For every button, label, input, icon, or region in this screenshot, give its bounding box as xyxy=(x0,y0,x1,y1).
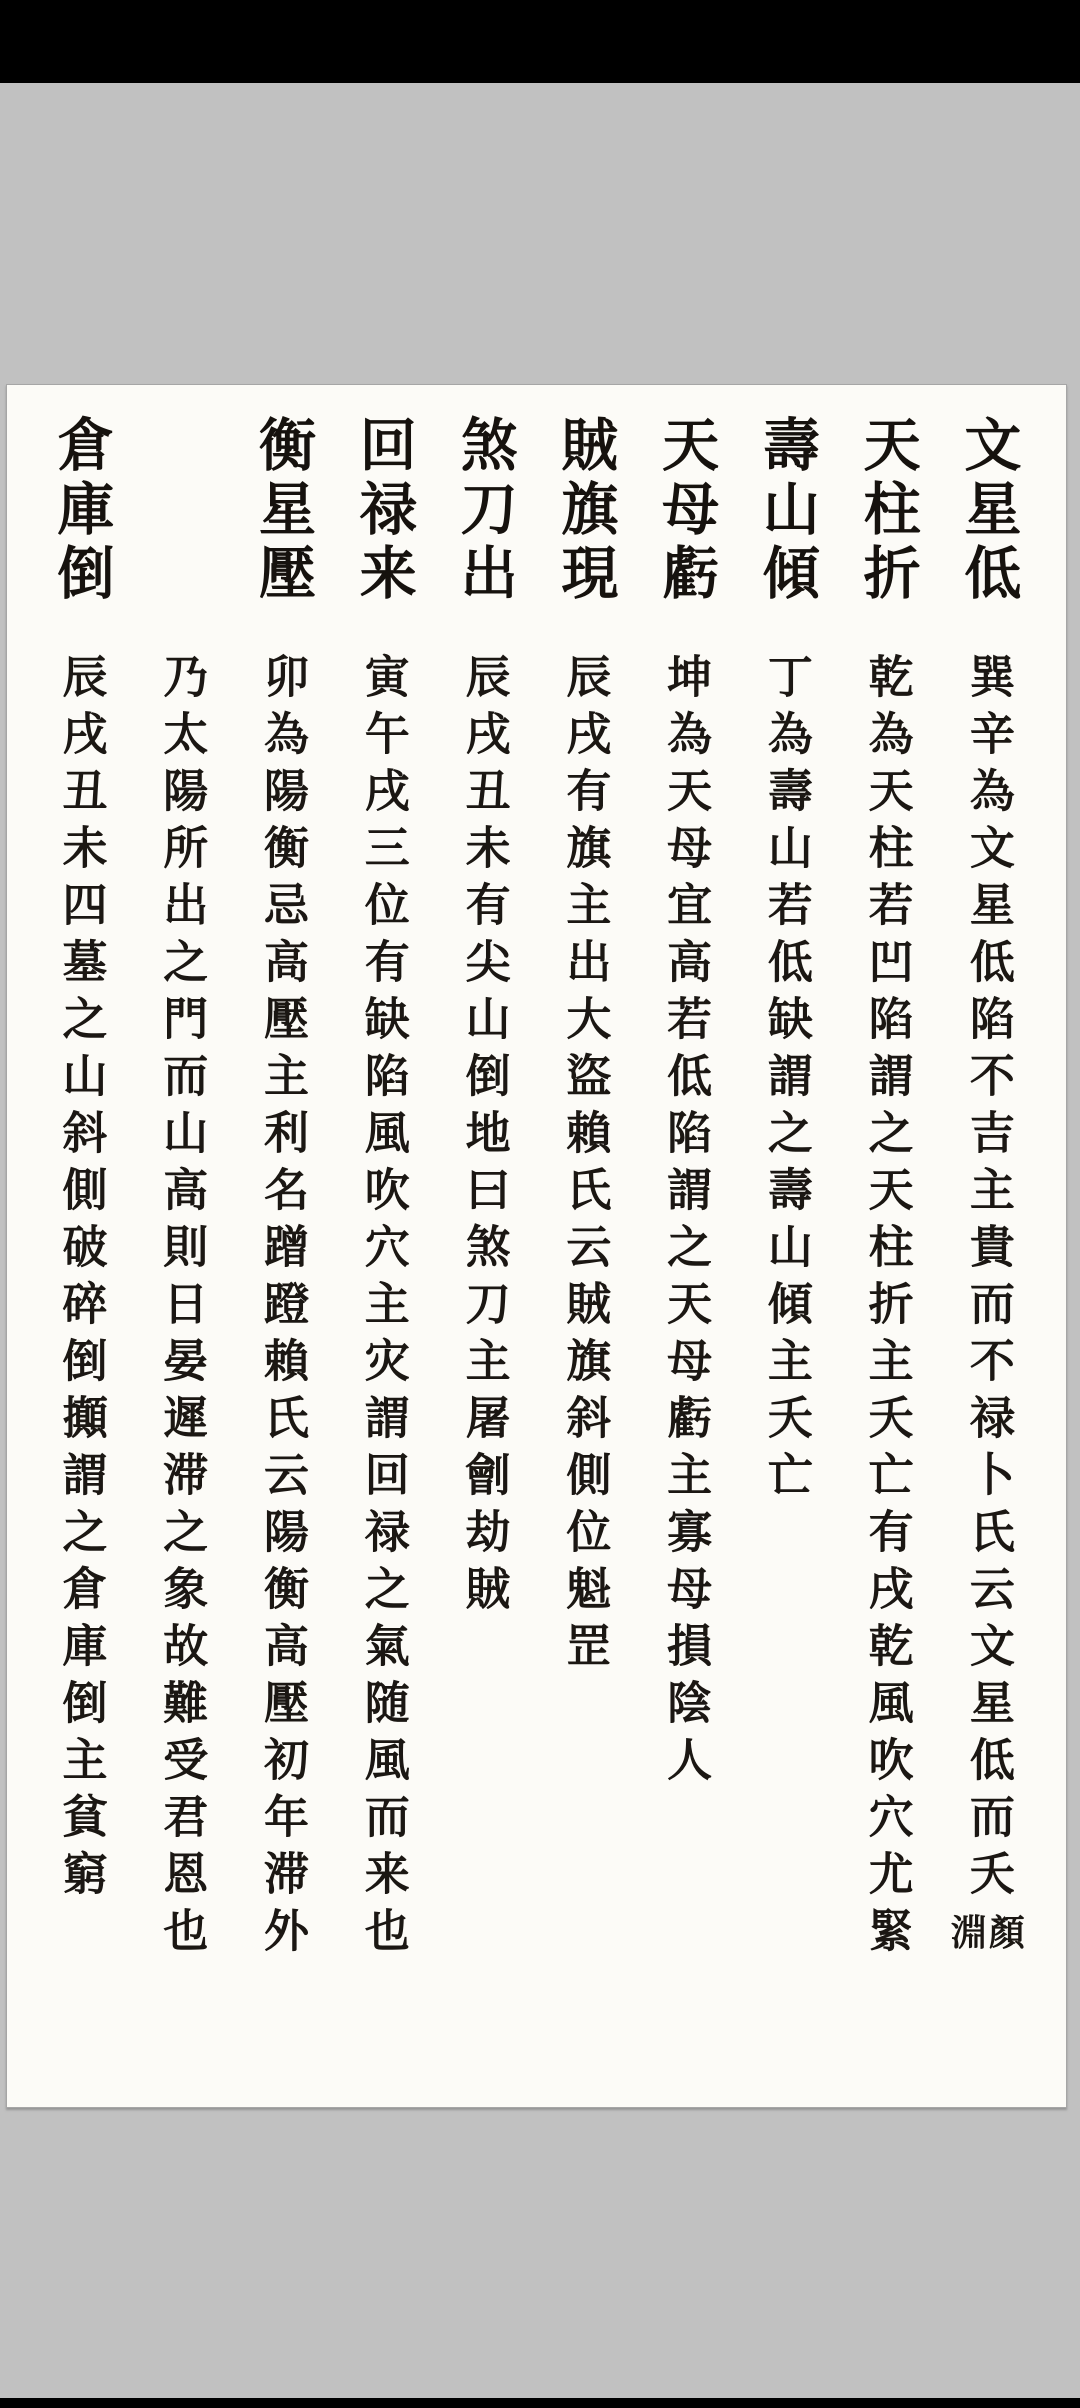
entry-heading: 壽山傾 xyxy=(753,415,821,607)
entry-body-line: 辰戌丑未四墓之山斜側破碎倒攧謂之倉庫倒主貧窮 xyxy=(54,653,108,1907)
entry-heading: 倉庫倒 xyxy=(48,415,115,607)
entry-column-hengxingya xyxy=(235,415,331,2107)
entry-column-cangkudao xyxy=(33,415,129,2107)
entry-body-line: 乾為天柱若凹陷謂之天柱折主夭亡有戌乾風吹穴尤緊 xyxy=(860,653,914,1964)
entry-column-huilulai xyxy=(335,415,431,2107)
entry-column-shadaochu xyxy=(436,415,532,2107)
entry-column-hengxingya-overflow xyxy=(134,415,230,2107)
scan-page[interactable] xyxy=(6,384,1067,2108)
small-char-second: 淵 xyxy=(950,1912,987,1954)
entry-heading: 天柱折 xyxy=(854,415,922,607)
letterbox-top xyxy=(0,0,1080,83)
entry-column-wenxingdi xyxy=(940,415,1036,2107)
entry-heading: 賊旗現 xyxy=(551,415,619,607)
entry-heading: 煞刀出 xyxy=(451,415,519,607)
entry-heading: 天母虧 xyxy=(652,415,720,607)
entry-body-line: 辰戌有旗主出大盜賴氏云賊旗斜側位魁罡 xyxy=(558,653,612,1679)
text-columns xyxy=(7,385,1066,2107)
entry-column-tianzhuzhe xyxy=(839,415,935,2107)
entry-column-tianmukui xyxy=(638,415,734,2107)
small-char-pair xyxy=(950,1912,1026,1954)
entry-body-line: 丁為壽山若低缺謂之壽山傾主夭亡 xyxy=(759,653,813,1508)
entry-body-line xyxy=(950,653,1026,1954)
entry-body-line: 寅午戌三位有缺陷風吹穴主灾謂回禄之氣随風而来也 xyxy=(356,653,410,1964)
entry-body-text: 巽辛為文星低陷不吉主貴而不禄卜氏云文星低而夭 xyxy=(961,653,1015,1907)
entry-column-zeiqixian xyxy=(537,415,633,2107)
entry-body-line: 乃太陽所出之門而山高則日晏遲滞之象故難受君恩也 xyxy=(155,653,209,1964)
entry-heading: 衡星壓 xyxy=(249,415,317,607)
entry-column-shoushanqing xyxy=(738,415,834,2107)
entry-body-line: 坤為天母宜高若低陷謂之天母虧主寡母損陰人 xyxy=(659,653,713,1793)
entry-heading: 文星低 xyxy=(954,415,1022,607)
entry-body-line: 卯為陽衡忌高壓主利名蹭蹬賴氏云陽衡高壓初年滞外 xyxy=(256,653,310,1964)
entry-body-line: 辰戌丑未有尖山倒地曰煞刀主屠劊劫賊 xyxy=(457,653,511,1622)
small-char-first: 顏 xyxy=(988,1912,1025,1954)
letterbox-bottom xyxy=(0,2398,1080,2408)
entry-heading: 回禄来 xyxy=(350,415,418,607)
